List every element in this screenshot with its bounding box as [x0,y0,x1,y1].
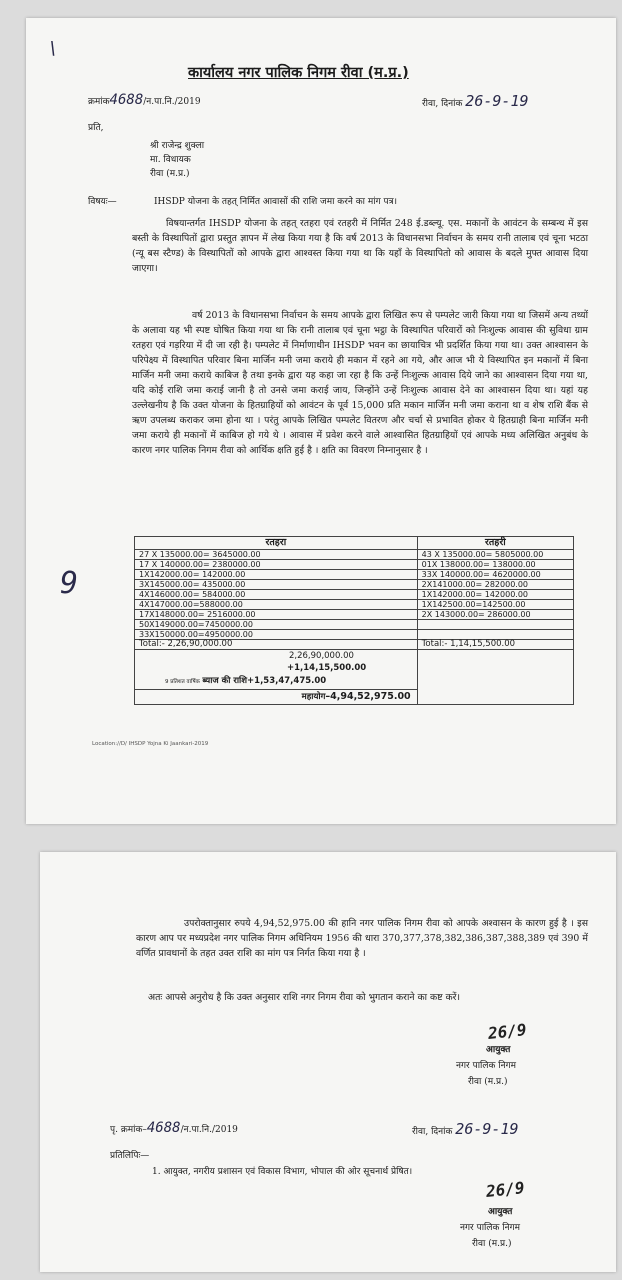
margin-mark: 9 [60,566,79,601]
office-header: कार्यालय नगर पालिक निगम रीवा (म.प्र.) [188,65,409,81]
sign-title: आयुक्त [486,1045,511,1055]
interest-label: ब्याज की राशि [202,676,248,686]
table-row [135,620,574,630]
sum-ratahra: 2,26,90,000.00 [289,651,354,661]
ref-label: क्रमांक [88,97,110,107]
table-row [135,550,574,560]
column-header-ratahra: रतहरा [135,537,418,550]
ref-label-2: पृ. क्रमांक [110,1125,143,1135]
table-row [135,570,574,580]
table-cell: 43 X 135000.00= 5805000.00 [417,550,573,560]
table-row [135,580,574,590]
addressee-name: श्री राजेन्द्र शुक्ला [150,141,205,151]
date-line [422,92,529,110]
date-value: 26-9-19 [465,92,529,110]
total-ratahra: Total:- 2,26,90,000.00 [135,640,418,650]
interest-value: +1,53,47,475.00 [247,676,327,686]
sum-ratahri: +1,14,15,500.00 [287,663,367,673]
total-row [135,640,574,650]
sign2-place: रीवा (म.प्र.) [472,1239,512,1249]
table-cell: 27 X 135000.00= 3645000.00 [135,550,418,560]
sign2-title: आयुक्त [488,1207,513,1217]
addressee-place: रीवा (म.प्र.) [150,169,190,179]
sign2-org: नगर पालिक निगम [460,1223,521,1233]
table-cell: 17X148000.00= 2516000.00 [135,610,418,620]
table-cell: 1X142000.00= 142000.00 [135,570,418,580]
subject-text: IHSDP योजना के तहत् निर्मित आवासों की राशि जमा करने का मांग पत्र। [154,197,397,207]
corner-stroke: \ [48,38,59,59]
table-cell: 4X146000.00= 584000.00 [135,590,418,600]
loss-table [134,536,574,705]
ref-number-2: 4688 [146,1120,181,1136]
reference-line [88,92,201,108]
addressee-title: मा. विधायक [150,155,191,165]
paragraph-4: अतः आपसे अनुरोध है कि उक्त अनुसार राशि नगर निगम रीवा को भुगतान कराने का कष्ट करें। [148,992,461,1003]
letter-page-1 [26,18,616,824]
table-cell: 2X141000.00= 282000.00 [417,580,573,590]
table-cell [417,630,573,640]
sum-row [135,650,574,663]
table-cell: 01X 138000.00= 138000.00 [417,560,573,570]
interest-note: 9 प्रतिशत वार्षिक [165,679,200,685]
paragraph-2: वर्ष 2013 के विधानसभा निर्वाचन के समय आपके द्वारा लिखित रूप से पम्पलेट जारी किया गया था जिसमें अन्य तथ्यों के अलावा यह भी स्पष्ट घोषित किया गया था कि रानी तालाब एवं चूना भट्ठा के विस्थापित परिवारों को निःशुल्क आवास की सुविधा ग्राम रतहरा एवं गड़रिया में दी जा रही है। पम्पलेट में निर्माणाधीन IHSDP भवन का छायाचित्र भी प्रदर्शित किया गया था। उक्त आश्वासन के परिपेक्ष्य में विस्थापित परिवार बिना मार्जिन मनी जमा कराये ही मकान में रहने आ गये, और आज भी ये विस्थापित इन मकानों में बिना मार्जिन मनी जमा कराये काबिज है तथा इनके द्वारा यह कहा जा रहा है कि उन्हें निःशुल्क आवास दिये जाने का आश्वासन दिया गया था, यदि कोई राशि जमा कराई जानी है तो उनसे जमा कराई जाय, जिन्होंने उन्हें निःशुल्क आवास देने का आश्वासन दिया था। यहां यह उल्लेखनीय है कि उक्त योजना के हितग्राहियों को आवंटन के पूर्व 15,000 प्रति मकान मार्जिन मनी जमा कराना था व शेष राशि बैंक से ऋण उपलब्ध कराकर जमा होना था । परंतु आपके लिखित पम्पलेट वितरण और चर्चा से प्रभावित होकर ये हितग्राही बिना मार्जिन मनी जमा कराये ही मकानों में काबिज हो गये थे । आवास में प्रवेश करने वाले आश्वासित हितग्राहियों एवं आपके मध्य अलिखित अनुबंध के कारण नगर पालिक निगम रीवा को आर्थिक क्षति हुई है । क्षति का विवरण निम्नानुसार है । [132,310,588,456]
grand-total-value: –4,94,52,975.00 [325,691,411,702]
sign-org: नगर पालिक निगम [456,1061,517,1071]
total-ratahri: Total:- 1,14,15,500.00 [417,640,573,650]
ref-line-2: पृ. क्रमांक–4688/न.पा.नि./2019 [110,1120,238,1136]
to-label: प्रति, [88,123,104,133]
subject-label: विषयः— [88,197,117,207]
table-cell [417,620,573,630]
table-row [135,590,574,600]
ref-suffix-2: /न.पा.नि./2019 [180,1125,238,1135]
ref-number: 4688 [109,92,144,108]
table-cell: 33X 140000.00= 4620000.00 [417,570,573,580]
date-line-2 [412,1120,519,1138]
file-location: Location://D/ IHSDP Yojna Ki Jaankari-2019 [92,741,209,747]
table-cell: 1X142500.00=142500.00 [417,600,573,610]
table-row [135,560,574,570]
letter-page-2 [40,852,616,1272]
table-cell: 17 X 140000.00= 2380000.00 [135,560,418,570]
table-row [135,630,574,640]
paragraph-1: विषयान्तर्गत IHSDP योजना के तहत् रतहरा एवं रतहरी में निर्मित 248 ई.डब्ल्यू. एस. मकानों के आवंटन के सम्बन्ध में इस बस्ती के विस्थापितों द्वारा प्रस्तुत ज्ञापन में लेख किया गया है कि वर्ष 2013 के विधानसभा निर्वाचन के समय रानी तालाब एवं चूना भटठा (न्यू बस स्टैण्ड) के विस्थापितों को आपके द्वारा आश्वस्त किया गया था कि यहाँ के विस्थापितो को आवास के बदले मुफ्त आवास दिया जाएगा। [132,218,588,274]
paragraph-3: उपरोक्तानुसार रुपये 4,94,52,975.00 की हानि नगर पालिक निगम रीवा को आपके अश्वासन के कारण हुई है । इस कारण आप पर मध्यप्रदेश नगर पालिक निगम अधिनियम 1956 की धारा 370,377,378,382,386,387,388,389 एवं 390 में वर्णित प्रावधानों के तहत उक्त राशि का मांग पत्र निर्गत किया गया है । [136,918,588,959]
table-cell: 33X150000.00=4950000.00 [135,630,418,640]
table-row [135,600,574,610]
date-label-2: रीवा, दिनांक [412,1127,453,1137]
grand-total-label: महायोग [301,692,326,702]
column-header-ratahri: रतहरी [417,537,573,550]
table-cell: 1X142000.00= 142000.00 [417,590,573,600]
commissioner-signature: 26/9 [487,1020,528,1043]
copy-item: 1. आयुक्त, नगरीय प्रशासन एवं विकास विभाग, भोपाल की ओर सूचनार्थ प्रेषित। [152,1167,413,1177]
table-cell: 4X147000.00=588000.00 [135,600,418,610]
table-cell: 50X149000.00=7450000.00 [135,620,418,630]
ref-suffix: /न.पा.नि./2019 [143,97,201,107]
table-cell: 2X 143000.00= 286000.00 [417,610,573,620]
copy-label: प्रतिलिपिः— [110,1151,150,1161]
date-label: रीवा, दिनांक [422,99,463,109]
commissioner-signature-2: 26/9 [485,1178,526,1201]
table-row [135,610,574,620]
sign-place: रीवा (म.प्र.) [468,1077,508,1087]
date-value-2: 26-9-19 [455,1120,519,1138]
table-cell: 3X145000.00= 435000.00 [135,580,418,590]
